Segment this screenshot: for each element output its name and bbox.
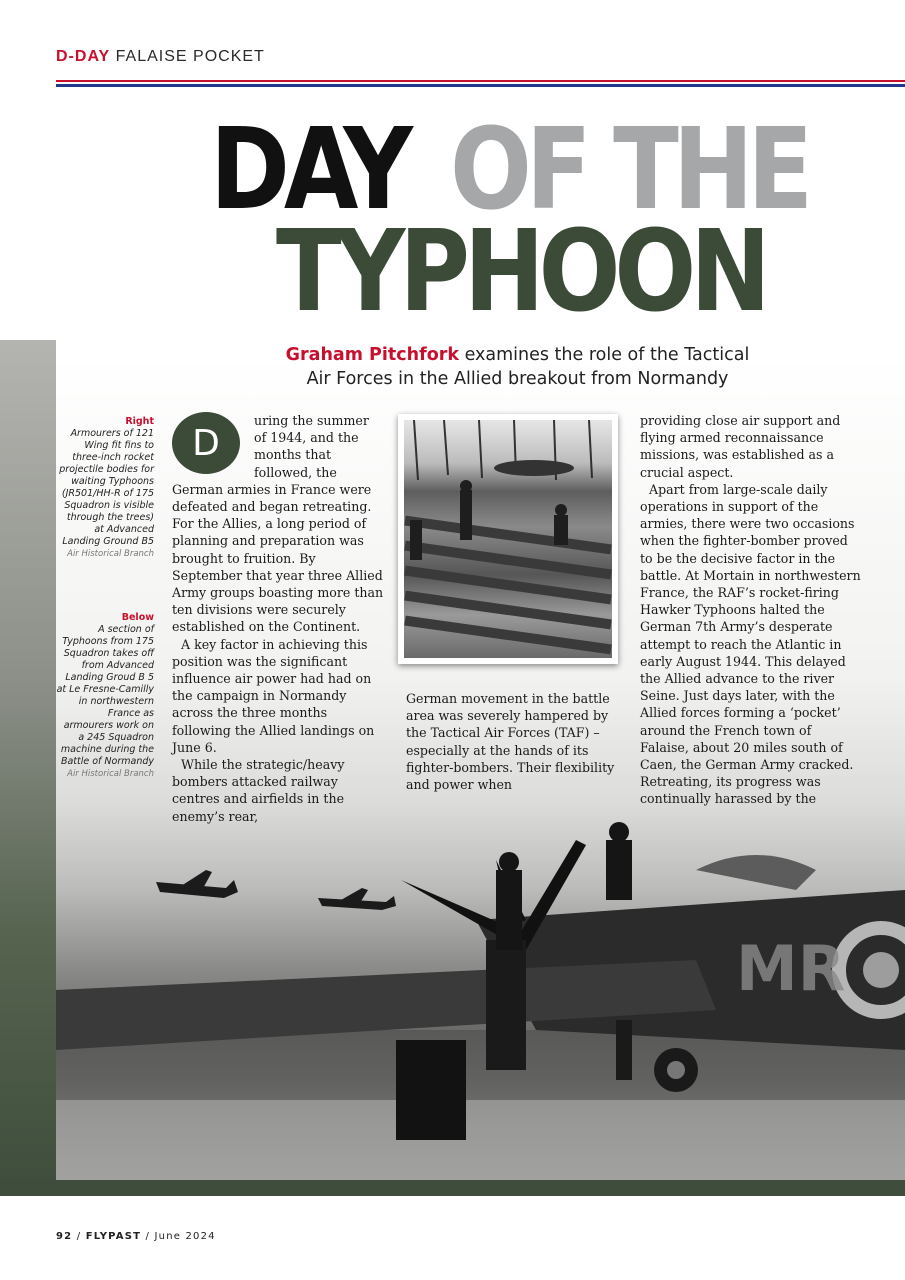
- col2-paragraph-1: German movement in the battle area was severely hampered by the Tactical Air Forces (TAF) – especially at the hands of its fighter-bombers. Their flexibility and power when: [406, 691, 615, 793]
- title-word-of-the: OF THE: [450, 105, 808, 235]
- col1-paragraph-3: While the strategic/heavy bombers attacked railway centres and airfields in the enemy’s rear,: [172, 757, 345, 824]
- caption-right: [56, 416, 154, 560]
- standfirst-line2: Air Forces in the Allied breakout from Normandy: [306, 369, 729, 389]
- inset-photo-armourers: [404, 420, 612, 658]
- magazine-name: FLYPAST: [85, 1231, 142, 1242]
- folio-separator-1: /: [76, 1231, 82, 1242]
- col3-paragraph-2: Apart from large-scale daily operations in support of the armies, there were two occasions when the fighter-bomber proved to be the decisive factor in the battle. At Mortain in northwestern France, the RAF’s rocket-firing Hawker Typhoons halted the German 7th Army’s desperate attempt to reach the Atlantic in early August 1944. This delayed the Allied advance to the river Seine. Just days later, with the Allied forces forming a ‘pocket’ around the French town of Falaise, about 20 miles south of Caen, the German Army cracked. Retreating, its progress was continually harassed by the: [640, 481, 861, 807]
- caption-below: [56, 612, 154, 780]
- rocket-bodies-illustration: [404, 420, 612, 658]
- page-folio: [56, 1231, 216, 1242]
- standfirst-line1: examines the role of the Tactical: [464, 345, 750, 365]
- section-name: FALAISE POCKET: [115, 48, 265, 65]
- title-word-typhoon: TYPHOON: [276, 207, 765, 337]
- body-column-2: [406, 690, 618, 793]
- section-kicker: D-DAY: [56, 48, 111, 65]
- caption-right-credit: Air Historical Branch: [67, 549, 154, 559]
- bottom-band: [0, 1180, 905, 1196]
- caption-right-text: Armourers of 121 Wing fit fins to three-inch rocket projectile bodies for waiting Typhoons (JR501/HH-R of 175 Squadron is visible through the trees) at Advanced Landing Ground B5: [59, 428, 154, 547]
- page-number: 92: [56, 1231, 73, 1242]
- title-word-day: DAY: [210, 105, 407, 235]
- typhoon-aircraft-illustration: [56, 800, 905, 1180]
- caption-below-label: Below: [121, 612, 154, 623]
- col1-paragraph-1: uring the summer of 1944, and the months that followed, the German armies in France were defeated and began retreating. For the Allies, a long period of planning and preparation was brought to fruition. By September that year three Allied Army groups boasting more than ten divisions were securely established on the Continent.: [172, 413, 384, 635]
- issue-date: June 2024: [154, 1231, 216, 1242]
- author-name: Graham Pitchfork: [285, 345, 459, 365]
- folio-separator-2: /: [145, 1231, 151, 1242]
- header-rule-blue: [56, 84, 905, 87]
- caption-right-label: Right: [125, 416, 154, 427]
- col3-paragraph-1: providing close air support and flying armed reconnaissance missions, was established as a crucial aspect.: [640, 413, 841, 480]
- camouflage-edge: [0, 340, 56, 1195]
- col1-paragraph-2: A key factor in achieving this position was the significant influence air power had had on the campaign in Normandy across the three months following the Allied landings on June 6.: [172, 636, 375, 755]
- body-column-1: [172, 412, 384, 825]
- section-tag: [56, 48, 265, 66]
- main-photo-typhoons: [56, 800, 905, 1180]
- body-column-3: [640, 412, 862, 808]
- caption-below-text: A section of Typhoons from 175 Squadron takes off from Advanced Landing Groud B 5 at Le Fresne-Camilly in northwestern France as armourers work on a 245 Squadron machine during the Battle of Normandy: [56, 624, 154, 767]
- inset-photo-frame: [398, 414, 618, 664]
- drop-cap: D: [172, 412, 240, 474]
- aircraft-code-letters: MR: [736, 932, 846, 1005]
- caption-below-credit: Air Historical Branch: [67, 769, 154, 779]
- standfirst: [250, 343, 785, 391]
